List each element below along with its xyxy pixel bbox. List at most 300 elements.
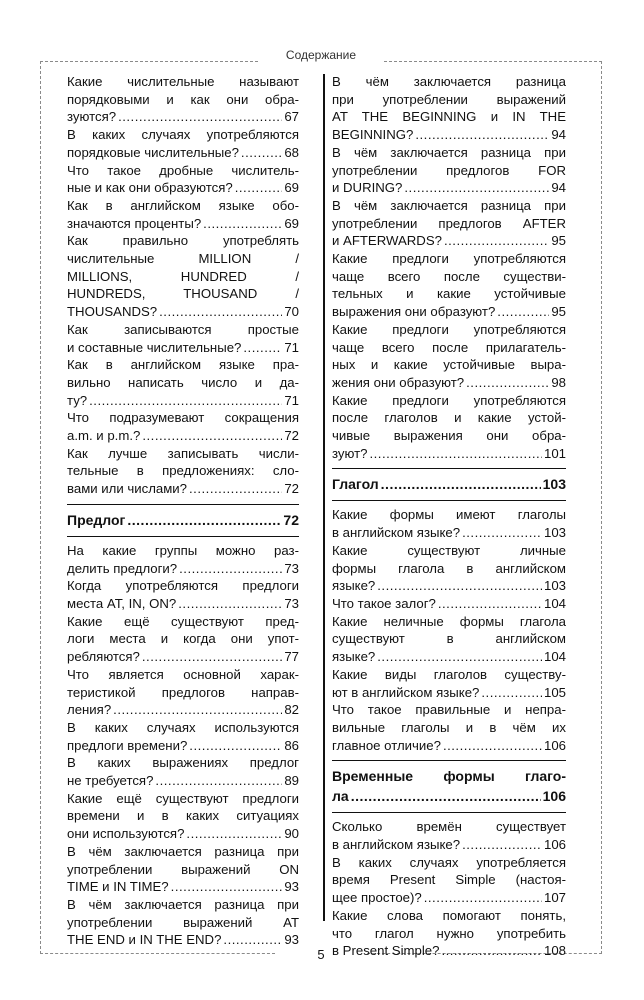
toc-entry[interactable] <box>67 577 299 612</box>
entry-text: ют в английском языке? <box>332 684 480 700</box>
entry-page: 72 <box>284 481 299 497</box>
entry-text: порядковыми и как они обра- <box>67 91 299 107</box>
entry-text: предлоги времени? <box>67 737 188 753</box>
running-header: Содержание <box>285 48 357 62</box>
entry-page: 73 <box>284 560 299 576</box>
entry-text: ребляются? <box>67 649 140 665</box>
leader-dots <box>443 737 542 755</box>
entry-line <box>332 506 566 524</box>
entry-line <box>67 790 299 808</box>
entry-text: Какие предлоги употребляются <box>332 251 566 267</box>
entry-text: THOUSANDS? <box>67 304 158 320</box>
entry-text: В каких выражениях предлог <box>67 755 299 771</box>
entry-page: 108 <box>543 943 566 959</box>
entry-page: 103 <box>543 578 566 594</box>
leader-dots <box>189 737 282 755</box>
entry-line <box>67 684 299 702</box>
entry-last-line <box>332 836 566 854</box>
entry-text: после глаголов и какие устой- <box>332 410 566 426</box>
entry-text: существуют в английском <box>332 631 566 647</box>
entry-text: чаще всего после существи- <box>332 268 566 284</box>
entry-line <box>332 268 566 286</box>
entry-page: 70 <box>284 304 299 320</box>
entry-text: Как в английском языке пра- <box>67 357 299 373</box>
entry-text: чивые выражения они обра- <box>332 428 566 444</box>
entry-page: 94 <box>551 127 566 143</box>
entry-last-line <box>67 825 299 843</box>
leader-dots <box>243 339 282 357</box>
entry-last-line <box>332 179 566 197</box>
section-rule <box>67 504 299 505</box>
entry-line <box>67 374 299 392</box>
entry-last-line <box>67 108 299 126</box>
entry-text: тельных и какие устойчивые <box>332 286 566 302</box>
entry-text: делить предлоги? <box>67 560 178 576</box>
toc-entry[interactable] <box>67 843 299 896</box>
entry-page: 95 <box>551 233 566 249</box>
section-rule <box>332 500 566 501</box>
leader-dots <box>159 303 282 321</box>
entry-line <box>332 215 566 233</box>
entry-text: Когда употребляются предлоги <box>67 578 299 594</box>
entry-text: ту? <box>67 392 88 408</box>
entry-text: что глагол нужно употребить <box>332 925 566 941</box>
leader-dots <box>381 474 541 494</box>
entry-text: употреблении предлогов AFTER <box>332 215 566 231</box>
entry-text: щее простое)? <box>332 890 422 906</box>
section-title: Предлог <box>67 511 126 528</box>
entry-text: Какие числительные называют <box>67 74 299 89</box>
entry-page: 105 <box>543 684 566 700</box>
toc-entry[interactable] <box>67 162 299 197</box>
entry-page: 72 <box>284 428 299 444</box>
entry-line <box>332 356 566 374</box>
section-line <box>332 474 566 494</box>
entry-text: Какие формы имеют глаголы <box>332 507 566 523</box>
section-page: 72 <box>283 511 299 528</box>
entry-line <box>67 73 299 91</box>
entry-text: Как лучше записывать числи- <box>67 445 299 461</box>
entry-text: a.m. и p.m.? <box>67 428 141 444</box>
toc-entry[interactable] <box>332 506 566 541</box>
toc-entry[interactable] <box>332 250 566 321</box>
entry-text: порядковые числительные? <box>67 144 239 160</box>
entry-line <box>332 666 566 684</box>
leader-dots <box>369 445 542 463</box>
entry-text: Как правильно употреблять <box>67 233 299 249</box>
entry-text: теристикой предлогов направ- <box>67 684 299 700</box>
entry-line <box>332 427 566 445</box>
entry-text: В чём заключается разница при <box>67 843 299 859</box>
entry-page: 107 <box>543 890 566 906</box>
entry-page: 98 <box>551 374 566 390</box>
entry-line <box>67 542 299 560</box>
entry-text: Что такое правильные и непра- <box>332 702 566 718</box>
entry-text: они используются? <box>67 826 185 842</box>
entry-text: употреблении выражений AT <box>67 914 299 930</box>
leader-dots <box>178 595 282 613</box>
section-line <box>332 766 566 786</box>
entry-line <box>67 356 299 374</box>
entry-text: время Present Simple (настоя- <box>332 872 566 888</box>
entry-page: 69 <box>284 215 299 231</box>
column-divider <box>323 74 325 921</box>
leader-dots <box>466 374 549 392</box>
entry-last-line <box>67 648 299 666</box>
entry-text: выражения они образуют? <box>332 304 496 320</box>
entry-line <box>332 871 566 889</box>
entry-text: Как записываются простые <box>67 321 299 337</box>
entry-text: Какие ещё существуют предлоги <box>67 790 299 806</box>
entry-line <box>67 666 299 684</box>
entry-last-line <box>67 560 299 578</box>
entry-text: Какие предлоги употребляются <box>332 321 566 337</box>
entry-line <box>67 914 299 932</box>
entry-last-line <box>332 577 566 595</box>
toc-entry[interactable] <box>332 854 566 907</box>
toc-entry[interactable] <box>67 73 299 126</box>
entry-line <box>332 818 566 836</box>
entry-last-line <box>67 701 299 719</box>
entry-text: MILLIONS, HUNDRED / <box>67 268 299 284</box>
entry-text: и составные числительные? <box>67 339 242 355</box>
entry-line <box>67 807 299 825</box>
section-title: Глагол <box>332 476 379 493</box>
entry-page: 86 <box>284 737 299 753</box>
toc-entry[interactable] <box>67 542 299 577</box>
toc-entry[interactable] <box>332 542 566 595</box>
entry-line <box>67 843 299 861</box>
entry-line <box>67 445 299 463</box>
entry-text: в английском языке? <box>332 837 461 853</box>
entry-text: вильно написать число и да- <box>67 374 299 390</box>
leader-dots <box>481 684 542 702</box>
entry-text: В чём заключается разница при <box>332 144 566 160</box>
section-rule <box>332 468 566 469</box>
leader-dots <box>462 524 542 542</box>
entry-line <box>67 285 299 303</box>
frame-rule-right <box>601 61 602 954</box>
entry-text: В чём заключается разница при <box>332 197 566 213</box>
entry-page: 94 <box>551 180 566 196</box>
toc-entry[interactable] <box>67 197 299 232</box>
frame-rule-left <box>40 61 41 954</box>
entry-last-line <box>67 595 299 613</box>
entry-last-line <box>332 303 566 321</box>
entry-last-line <box>67 480 299 498</box>
entry-text: языке? <box>332 578 376 594</box>
toc-entry[interactable] <box>332 197 566 250</box>
toc-section-heading[interactable] <box>332 474 566 494</box>
toc-section-heading[interactable] <box>332 766 566 806</box>
entry-text: Какие ещё существуют пред- <box>67 613 299 629</box>
toc-entry[interactable] <box>332 818 566 853</box>
entry-text: зуются? <box>67 109 117 125</box>
entry-last-line <box>332 942 566 960</box>
entry-line <box>67 613 299 631</box>
entry-line <box>67 250 299 268</box>
leader-dots <box>127 510 281 530</box>
leader-dots <box>155 772 282 790</box>
entry-page: 68 <box>284 144 299 160</box>
entry-text: Что такое дробные числитель- <box>67 162 299 178</box>
entry-text: употреблении предлогов FOR <box>332 162 566 178</box>
entry-line <box>67 719 299 737</box>
entry-text: в английском языке? <box>332 525 461 541</box>
entry-text: при употреблении выражений <box>332 91 566 107</box>
section-line <box>332 786 566 806</box>
entry-last-line <box>332 648 566 666</box>
section-line <box>67 510 299 530</box>
entry-last-line <box>332 737 566 755</box>
entry-line <box>67 630 299 648</box>
toc-entry[interactable] <box>332 73 566 144</box>
entry-page: 103 <box>543 525 566 541</box>
entry-text: THE END и IN THE END? <box>67 932 222 948</box>
toc-entry[interactable] <box>67 321 299 356</box>
entry-text: употреблении выражений ON <box>67 861 299 877</box>
toc-entry[interactable] <box>67 613 299 666</box>
entry-text: ления? <box>67 702 112 718</box>
entry-last-line <box>67 215 299 233</box>
entry-text: Какие виды глаголов существу- <box>332 666 566 682</box>
entry-text: Сколько времён существует <box>332 819 566 835</box>
toc-entry[interactable] <box>332 613 566 666</box>
entry-text: TIME и IN TIME? <box>67 879 169 895</box>
entry-page: 82 <box>284 702 299 718</box>
leader-dots <box>179 560 282 578</box>
leader-dots <box>438 595 542 613</box>
entry-page: 93 <box>284 879 299 895</box>
entry-page: 95 <box>551 304 566 320</box>
entry-text: значаются проценты? <box>67 215 202 231</box>
entry-last-line <box>332 232 566 250</box>
leader-dots <box>223 931 282 949</box>
entry-text: Что такое залог? <box>332 595 436 611</box>
entry-line <box>332 701 566 719</box>
section-page: 103 <box>542 476 566 493</box>
entry-line <box>332 144 566 162</box>
entry-line <box>332 321 566 339</box>
entry-line <box>332 925 566 943</box>
leader-dots <box>377 577 542 595</box>
entry-text: места AT, IN, ON? <box>67 595 177 611</box>
entry-text: числительные MILLION / <box>67 251 299 267</box>
entry-line <box>67 232 299 250</box>
entry-last-line <box>332 126 566 144</box>
entry-line <box>67 896 299 914</box>
entry-line <box>332 907 566 925</box>
entry-page: 106 <box>543 837 566 853</box>
entry-line <box>67 462 299 480</box>
toc-entry[interactable] <box>67 409 299 444</box>
entry-page: 71 <box>284 392 299 408</box>
entry-line <box>332 392 566 410</box>
entry-text: вами или числами? <box>67 481 188 497</box>
entry-line <box>332 542 566 560</box>
leader-dots <box>203 215 282 233</box>
entry-page: 106 <box>543 737 566 753</box>
entry-last-line <box>332 889 566 907</box>
entry-text: Что является основной харак- <box>67 666 299 682</box>
entry-line <box>67 197 299 215</box>
toc-entry[interactable] <box>332 907 566 960</box>
entry-text: чаще всего после прилагатель- <box>332 339 566 355</box>
entry-text: Какие слова помогают понять, <box>332 907 566 923</box>
page-number: 5 <box>317 947 325 962</box>
entry-last-line <box>67 931 299 949</box>
toc-entry[interactable] <box>332 144 566 197</box>
entry-text: зуют? <box>332 445 368 461</box>
toc-entry[interactable] <box>332 392 566 463</box>
leader-dots <box>497 303 549 321</box>
section-title: Временные формы глаго- <box>332 768 566 785</box>
entry-text: и DURING? <box>332 180 403 196</box>
toc-entry[interactable] <box>332 666 566 701</box>
entry-last-line <box>332 374 566 392</box>
toc-entry[interactable] <box>67 126 299 161</box>
entry-text: AT THE BEGINNING и IN THE <box>332 109 566 125</box>
entry-text: Что подразумевают сокращения <box>67 410 299 426</box>
entry-line <box>67 162 299 180</box>
entry-last-line <box>67 427 299 445</box>
entry-line <box>332 339 566 357</box>
entry-page: 67 <box>284 109 299 125</box>
entry-text: На какие группы можно раз- <box>67 542 299 558</box>
section-rule <box>332 760 566 761</box>
entry-text: жения они образуют? <box>332 374 465 390</box>
entry-line <box>67 577 299 595</box>
entry-line <box>67 754 299 772</box>
entry-page: 93 <box>284 932 299 948</box>
entry-text: главное отличие? <box>332 737 441 753</box>
leader-dots <box>113 701 282 719</box>
entry-last-line <box>332 684 566 702</box>
entry-line <box>332 560 566 578</box>
toc-right-column <box>332 73 566 960</box>
leader-dots <box>118 108 282 126</box>
entry-page: 73 <box>284 595 299 611</box>
entry-text: В каких случаях употребляются <box>67 127 299 143</box>
toc-entry[interactable] <box>67 754 299 789</box>
entry-page: 104 <box>543 649 566 665</box>
entry-line <box>332 162 566 180</box>
entry-text: В каких случаях употребляется <box>332 854 566 870</box>
entry-line <box>332 854 566 872</box>
entry-text: В чём заключается разница при <box>67 896 299 912</box>
entry-line <box>67 91 299 109</box>
entry-line <box>332 197 566 215</box>
leader-dots <box>351 786 541 806</box>
entry-last-line <box>67 303 299 321</box>
entry-last-line <box>332 524 566 542</box>
toc-entry[interactable] <box>67 232 299 321</box>
entry-text: и AFTERWARDS? <box>332 233 442 249</box>
entry-line <box>332 285 566 303</box>
entry-last-line <box>67 339 299 357</box>
leader-dots <box>142 427 282 445</box>
entry-text: В каких случаях используются <box>67 719 299 735</box>
entry-last-line <box>332 445 566 463</box>
entry-last-line <box>67 772 299 790</box>
toc-entry[interactable] <box>67 666 299 719</box>
section-title-end: ла <box>332 788 349 805</box>
entry-text: Какие предлоги употребляются <box>332 392 566 408</box>
entry-text: ных и какие устойчивые выра- <box>332 357 566 373</box>
leader-dots <box>404 179 549 197</box>
toc-entry[interactable] <box>67 356 299 409</box>
leader-dots <box>189 480 282 498</box>
leader-dots <box>171 878 283 896</box>
entry-text: логи места и когда они упот- <box>67 631 299 647</box>
entry-text: Какие существуют личные <box>332 542 566 558</box>
entry-line <box>332 409 566 427</box>
section-rule <box>67 536 299 537</box>
leader-dots <box>377 648 542 666</box>
leader-dots <box>462 836 542 854</box>
leader-dots <box>89 392 282 410</box>
entry-last-line <box>67 179 299 197</box>
entry-last-line <box>67 144 299 162</box>
entry-text: не требуется? <box>67 773 154 789</box>
entry-text: языке? <box>332 649 376 665</box>
entry-line <box>67 409 299 427</box>
toc-left-column <box>67 73 299 949</box>
entry-text: тельные в предложениях: сло- <box>67 463 299 479</box>
entry-line <box>332 719 566 737</box>
toc-entry[interactable] <box>332 701 566 754</box>
entry-page: 104 <box>543 595 566 611</box>
entry-text: HUNDREDS, THOUSAND / <box>67 286 299 302</box>
leader-dots <box>415 126 549 144</box>
toc-entry[interactable] <box>67 445 299 498</box>
section-page: 106 <box>542 788 566 805</box>
entry-line <box>67 861 299 879</box>
toc-entry[interactable] <box>67 719 299 754</box>
entry-text: времени и в каких ситуациях <box>67 808 299 824</box>
leader-dots <box>444 232 549 250</box>
entry-page: 89 <box>284 773 299 789</box>
entry-line <box>332 613 566 631</box>
entry-text: Как в английском языке обо- <box>67 197 299 213</box>
entry-page: 101 <box>543 445 566 461</box>
entry-page: 90 <box>284 826 299 842</box>
entry-line <box>67 268 299 286</box>
entry-last-line <box>67 392 299 410</box>
entry-text: ные и как они образуются? <box>67 180 233 196</box>
entry-last-line <box>67 737 299 755</box>
entry-line <box>332 73 566 91</box>
leader-dots <box>241 144 282 162</box>
toc-section-heading[interactable] <box>67 510 299 530</box>
toc-entry[interactable] <box>332 595 566 613</box>
section-rule <box>332 812 566 813</box>
entry-page: 77 <box>284 649 299 665</box>
entry-text: вильные глаголы и в чём их <box>332 719 566 735</box>
entry-text: формы глагола в английском <box>332 560 566 576</box>
toc-entry[interactable] <box>67 790 299 843</box>
entry-last-line <box>332 595 566 613</box>
entry-line <box>67 126 299 144</box>
leader-dots <box>235 179 283 197</box>
toc-entry[interactable] <box>67 896 299 949</box>
entry-page: 71 <box>284 339 299 355</box>
leader-dots <box>424 889 542 907</box>
entry-text: в Present Simple? <box>332 943 440 959</box>
entry-line <box>332 250 566 268</box>
toc-entry[interactable] <box>332 321 566 392</box>
entry-line <box>332 108 566 126</box>
